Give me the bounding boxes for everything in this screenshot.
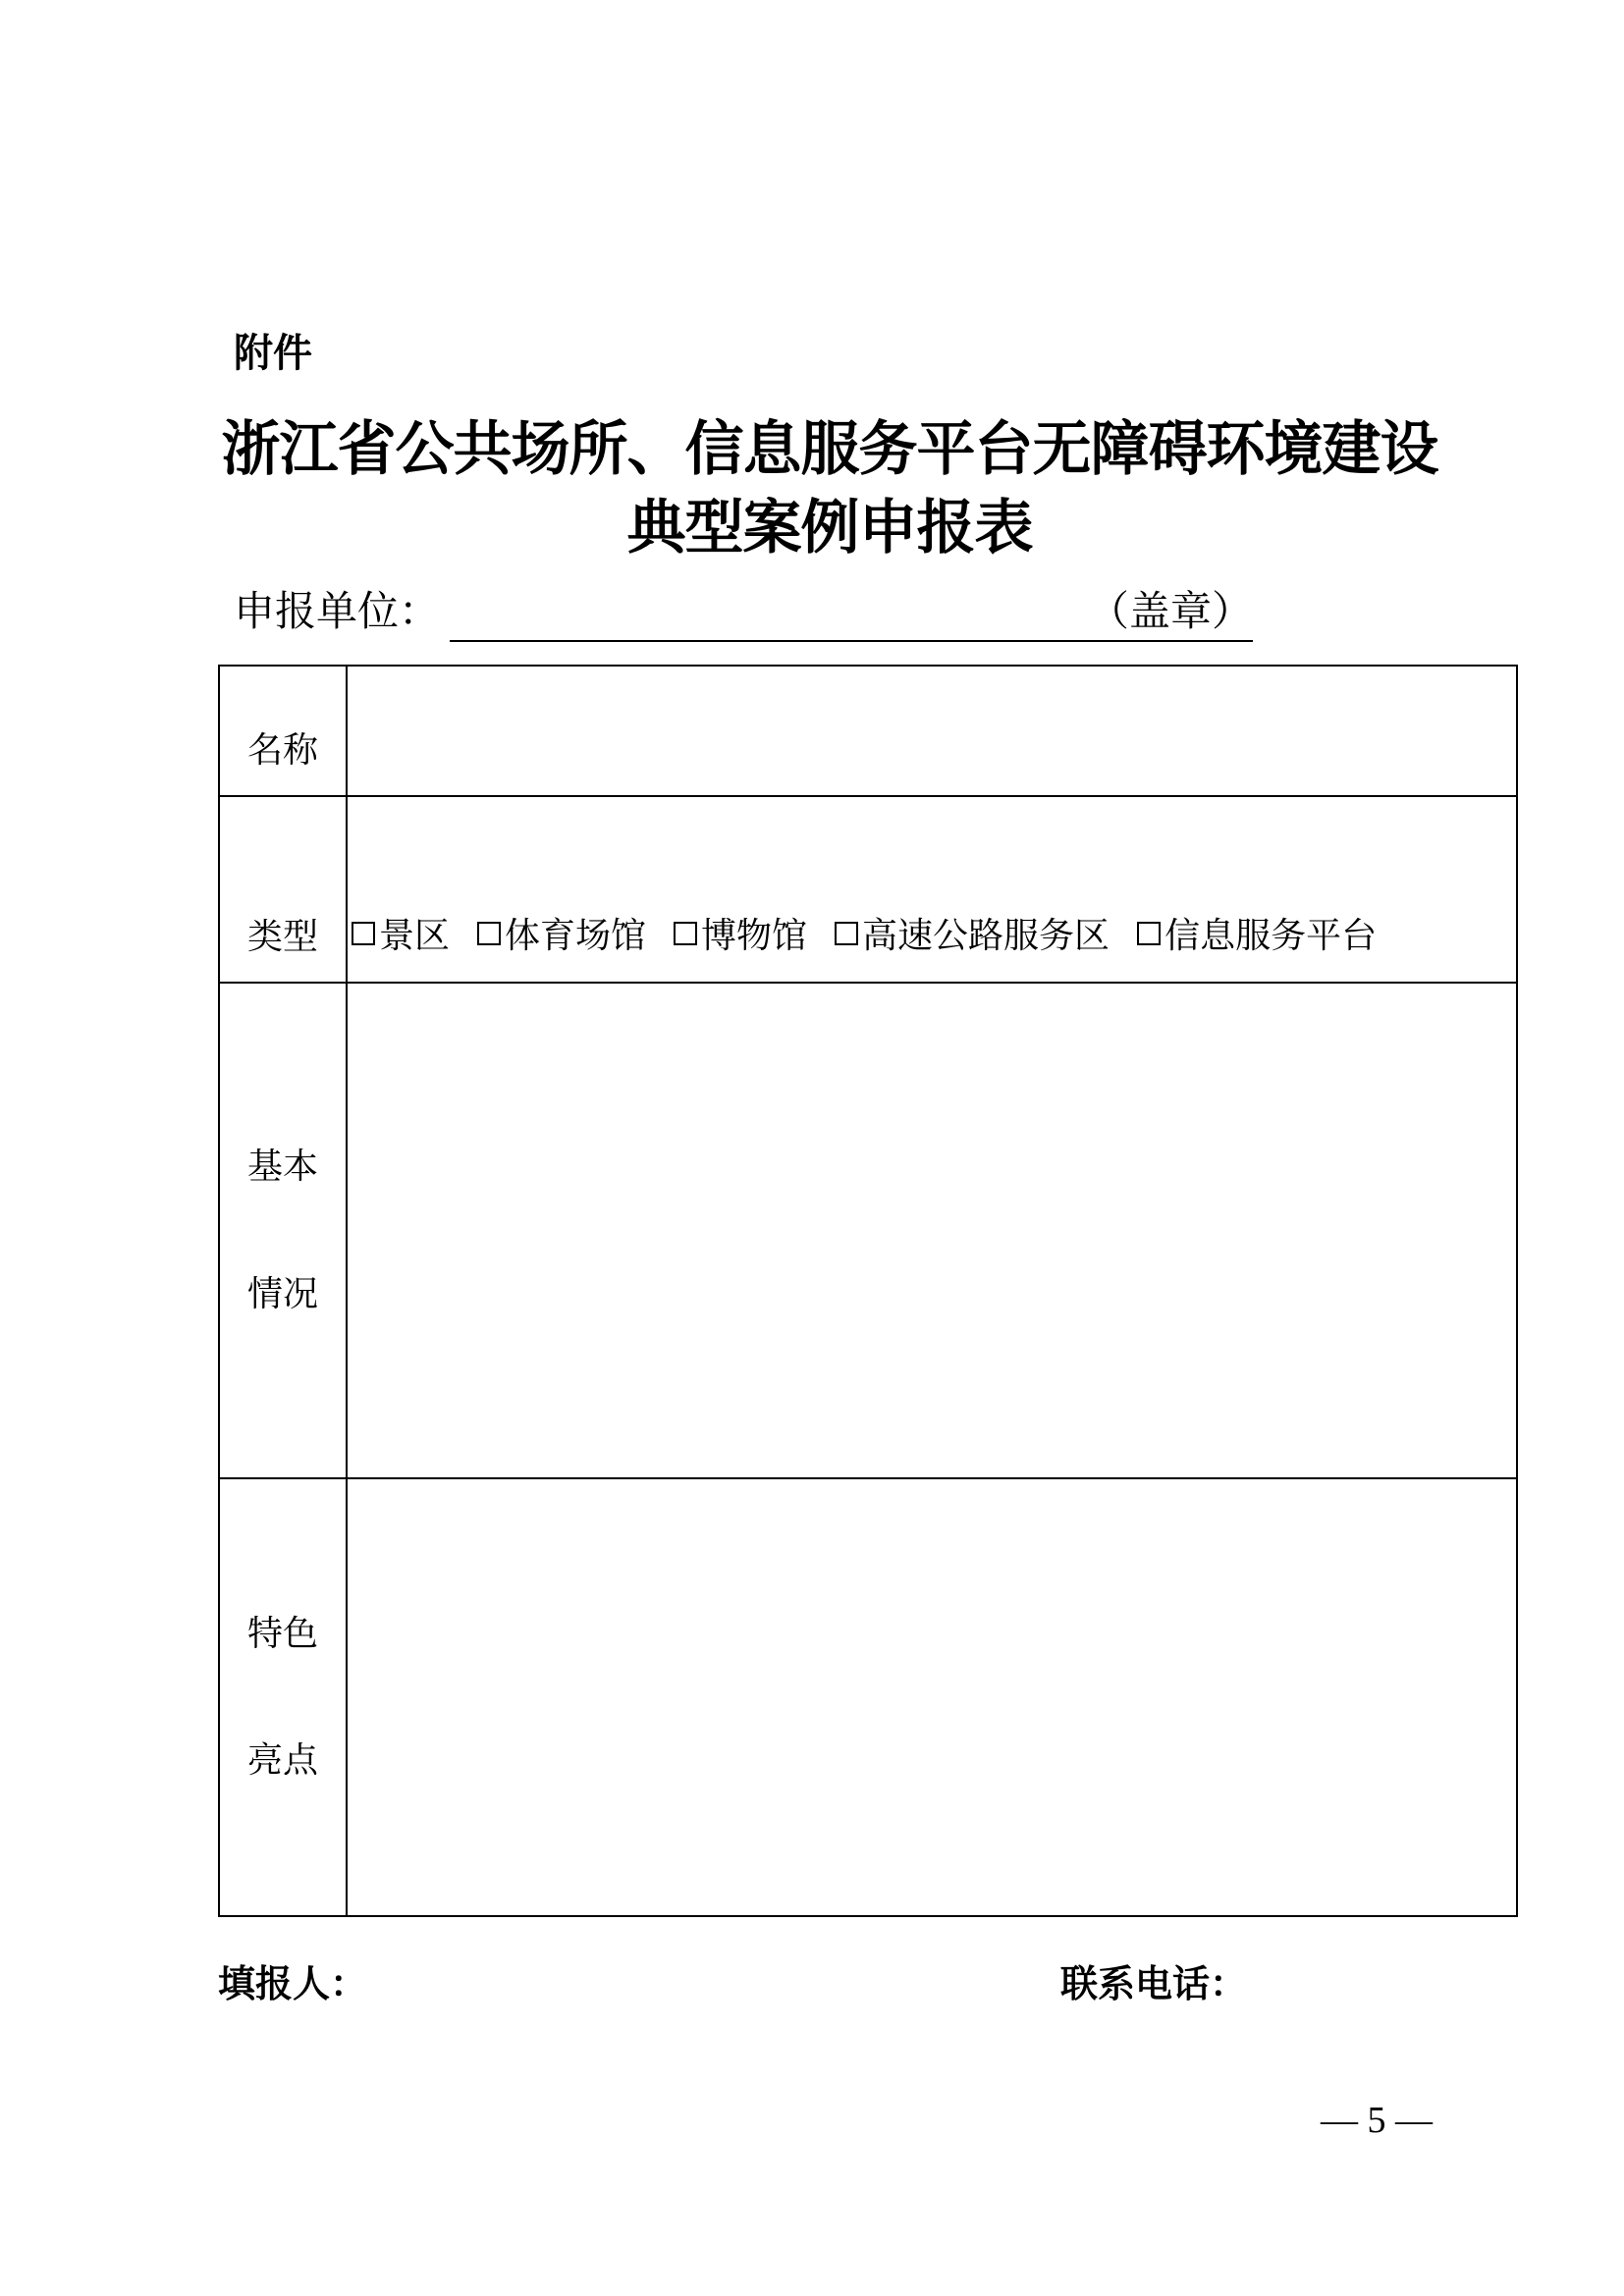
highlights-field[interactable] bbox=[347, 1478, 1517, 1916]
checkbox-icon[interactable] bbox=[477, 922, 501, 945]
applicant-field[interactable] bbox=[450, 605, 1088, 642]
basic-info-field[interactable] bbox=[347, 983, 1517, 1478]
type-label: 类型 bbox=[246, 916, 318, 957]
type-options-cell bbox=[347, 796, 1517, 983]
applicant-label: 申报单位： bbox=[234, 587, 441, 635]
type-options bbox=[348, 908, 1516, 982]
name-label: 名称 bbox=[246, 729, 318, 771]
highlights-label-line1: 特色 bbox=[246, 1613, 318, 1654]
basic-info-label-cell bbox=[219, 983, 347, 1478]
type-option-info-platform[interactable] bbox=[1137, 908, 1377, 958]
type-option-label: 高速公路服务区 bbox=[862, 916, 1110, 956]
applicant-row bbox=[234, 579, 1253, 642]
type-option-scenic[interactable] bbox=[352, 908, 450, 958]
table-row-name bbox=[219, 666, 1517, 796]
basic-info-label bbox=[220, 1146, 346, 1314]
form-title-line1: 浙江省公共场所、信息服务平台无障碍环境建设 bbox=[221, 415, 1438, 484]
type-option-label: 景区 bbox=[379, 916, 451, 956]
highlights-label-line2: 亮点 bbox=[246, 1740, 318, 1781]
type-option-museum[interactable] bbox=[674, 908, 807, 958]
type-option-service-area[interactable] bbox=[835, 908, 1110, 958]
page-number: — 5 — bbox=[1321, 2100, 1433, 2141]
type-option-label: 体育场馆 bbox=[505, 916, 647, 956]
table-row-type bbox=[219, 796, 1517, 983]
highlights-label bbox=[220, 1613, 346, 1782]
attachment-label: 附件 bbox=[234, 331, 312, 376]
basic-info-label-line1: 基本 bbox=[246, 1147, 318, 1188]
type-option-label: 博物馆 bbox=[701, 916, 808, 956]
seal-label: （盖章） bbox=[1088, 579, 1253, 642]
checkbox-icon[interactable] bbox=[835, 922, 858, 945]
table-row-basic-info bbox=[219, 983, 1517, 1478]
checkbox-icon[interactable] bbox=[674, 922, 697, 945]
type-label-cell bbox=[219, 796, 347, 983]
checkbox-icon[interactable] bbox=[352, 922, 375, 945]
highlights-label-cell bbox=[219, 1478, 347, 1916]
checkbox-icon[interactable] bbox=[1137, 922, 1161, 945]
phone-label: 联系电话： bbox=[1060, 1962, 1248, 2005]
application-table bbox=[218, 665, 1518, 1917]
type-option-stadium[interactable] bbox=[477, 908, 646, 958]
type-option-label: 信息服务平台 bbox=[1164, 916, 1378, 956]
basic-info-label-line2: 情况 bbox=[246, 1273, 318, 1314]
filler-label: 填报人： bbox=[218, 1962, 368, 2005]
form-title-line2: 典型案例申报表 bbox=[626, 494, 1033, 562]
table-row-highlights bbox=[219, 1478, 1517, 1916]
name-label-cell bbox=[219, 666, 347, 796]
name-field[interactable] bbox=[347, 666, 1517, 796]
